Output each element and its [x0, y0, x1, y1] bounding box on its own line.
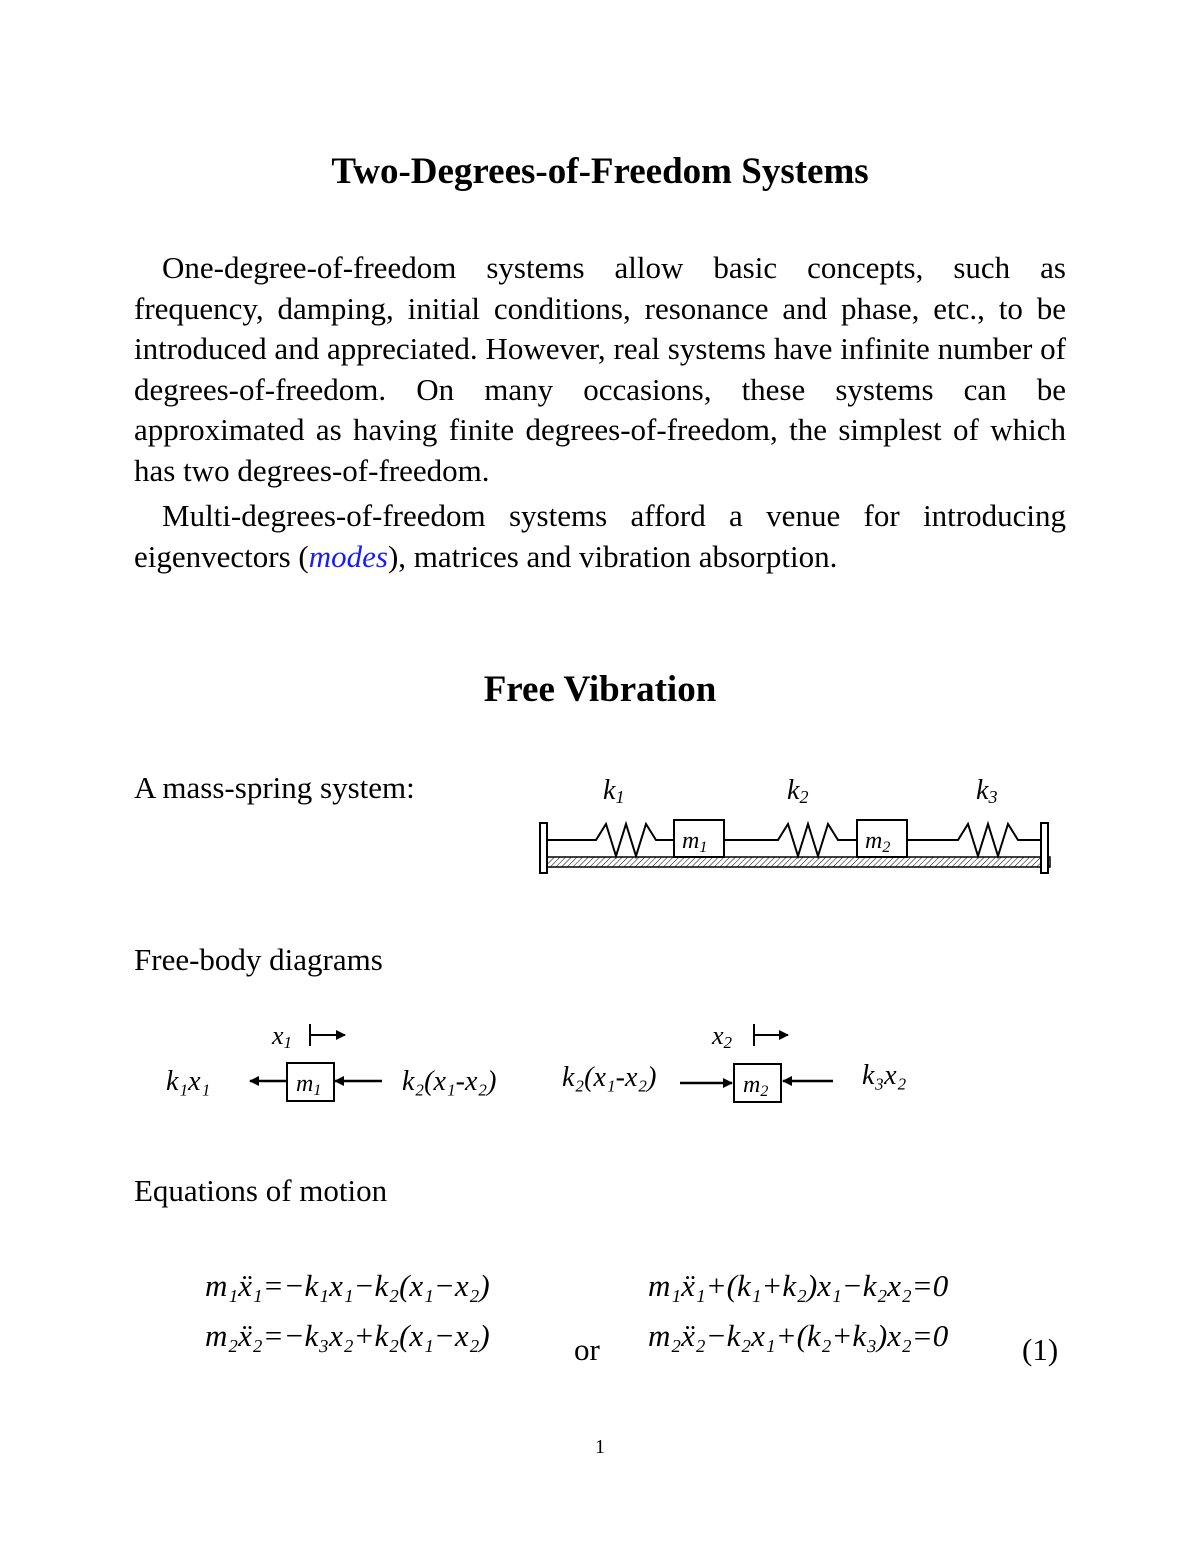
- page-number: 1: [595, 1436, 605, 1458]
- x2-label: x2: [712, 1021, 733, 1052]
- intro-paragraph-2: [134, 496, 1066, 577]
- equation-left-1: m₁ẍ₁=−k₁x₁−k₂(x₁−x₂): [205, 1268, 490, 1303]
- right-force-label: k₃x₂: [862, 1060, 907, 1091]
- right-wall: [1041, 823, 1048, 873]
- fbd-m1-label: m1: [296, 1071, 322, 1099]
- mass-spring-label: A mass-spring system:: [134, 770, 415, 805]
- equation-right-1: m₁ẍ₁+(k₁+k₂)x₁−k₂x₂=0: [648, 1268, 949, 1303]
- k2-label: k2: [787, 775, 809, 807]
- p2-text-before: Multi-degrees-of-freedom systems afford a venue for introducing eigenvectors (: [134, 498, 1066, 574]
- page-title: Two-Degrees-of-Freedom Systems: [331, 151, 869, 192]
- modes-term: modes: [308, 538, 388, 574]
- section-heading: Free Vibration: [483, 669, 717, 710]
- or-word: or: [574, 1332, 600, 1367]
- spring-k1: [547, 824, 674, 856]
- equation-left-2: m₂ẍ₂=−k₃x₂+k₂(x₁−x₂): [205, 1318, 490, 1353]
- fbd-m2-label: m2: [743, 1072, 769, 1100]
- spring-k2: [724, 824, 857, 856]
- k3-label: k3: [976, 775, 998, 807]
- equation-number: (1): [1022, 1332, 1059, 1367]
- mass-spring-diagram: [530, 768, 1060, 883]
- ground-hatched: [540, 857, 1050, 867]
- left-wall: [540, 823, 547, 873]
- x1-label: x1: [272, 1021, 293, 1052]
- equation-right-2: m₂ẍ₂−k₂x₁+(k₂+k₃)x₂=0: [648, 1318, 949, 1353]
- m1-right-force-label: k₂(x₁-x₂): [402, 1066, 497, 1097]
- spring-k3: [907, 824, 1041, 856]
- free-body-diagrams: [150, 1010, 930, 1110]
- fbd-label: Free-body diagrams: [134, 942, 383, 977]
- k1-label: k1: [603, 775, 625, 807]
- intro-paragraph-1: One-degree-of-freedom systems allow basic concepts, such as frequency, damping, initial conditions, resonance and phase, etc., to be introduced and appreciated. However, real systems have infinite number of degrees-of-freedom. On many occasions, these systems can be approximated as having finite degrees-of-freedom, the simplest of which has two degrees-of-freedom.: [134, 250, 1066, 488]
- left-force-label: k₁x₁: [166, 1066, 211, 1097]
- equations-label: Equations of motion: [134, 1173, 388, 1208]
- m1-label: m1: [682, 828, 708, 856]
- p2-text-after: ), matrices and vibration absorption.: [387, 538, 838, 574]
- m2-left-force-label: k₂(x₁-x₂): [562, 1062, 657, 1093]
- m2-label: m2: [865, 828, 891, 856]
